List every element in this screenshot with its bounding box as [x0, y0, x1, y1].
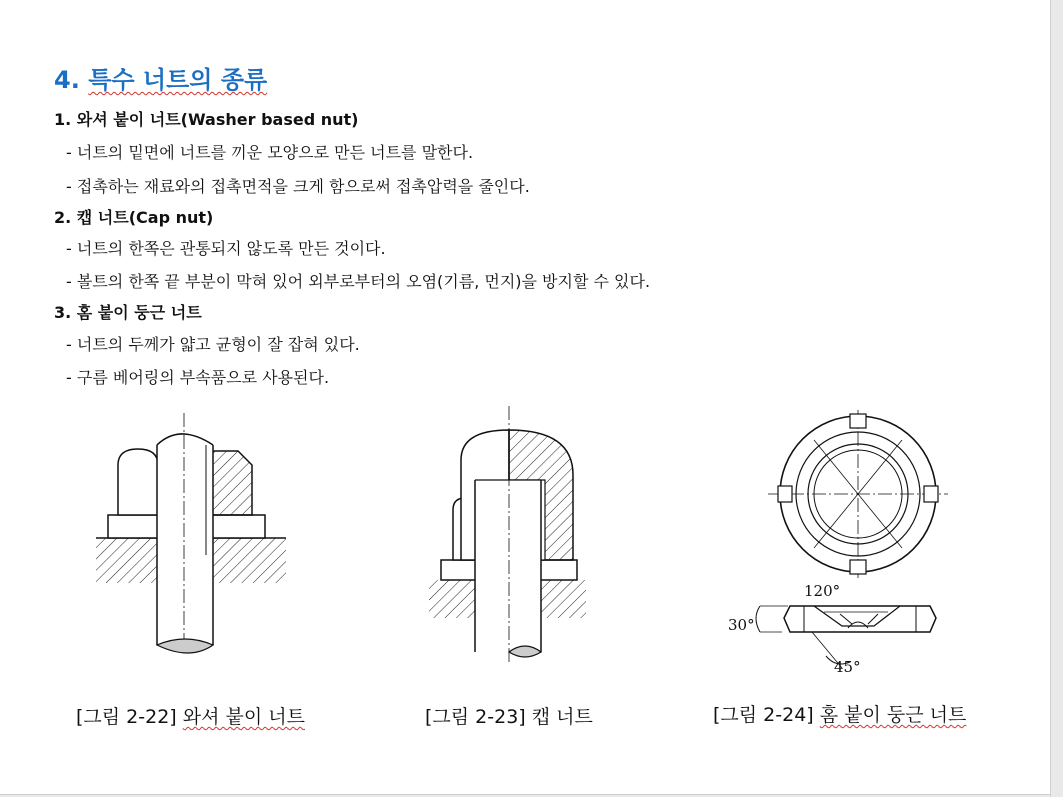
- figure-caption-2-22: [그림 2-22] 와셔 붙이 너트: [76, 706, 305, 728]
- washer-nut-drawing: [80, 405, 300, 670]
- angle-30-label: 30°: [728, 616, 755, 634]
- section-title: 4. 특수 너트의 종류: [54, 66, 268, 94]
- figure-caption-2-23: [그림 2-23] 캡 너트: [425, 706, 593, 728]
- heading-cap-nut: 2. 캡 너트(Cap nut): [54, 208, 214, 227]
- list-item: - 볼트의 한쪽 끝 부분이 막혀 있어 외부로부터의 오염(기름, 먼지)을 방지할 수 있다.: [66, 272, 651, 291]
- list-item: - 접촉하는 재료와의 접촉면적을 크게 함으로써 접촉압력을 줄인다.: [66, 177, 530, 196]
- page-edge-bottom: [0, 794, 1050, 795]
- list-item: - 구름 베어링의 부속품으로 사용된다.: [66, 368, 330, 387]
- angle-45-label: 45°: [834, 658, 861, 676]
- list-item: - 너트의 두께가 얇고 균형이 잘 잡혀 있다.: [66, 335, 360, 354]
- slotted-round-nut-drawing: [722, 400, 952, 685]
- list-item: - 너트의 한쪽은 관통되지 않도록 만든 것이다.: [66, 239, 386, 258]
- page-edge: [1050, 0, 1051, 797]
- heading-slotted-round-nut: 3. 홈 붙이 둥근 너트: [54, 303, 202, 322]
- figure-caption-2-24: [그림 2-24] 홈 붙이 둥근 너트: [713, 704, 967, 726]
- angle-120-label: 120°: [804, 582, 841, 600]
- list-item: - 너트의 밑면에 너트를 끼운 모양으로 만든 너트를 말한다.: [66, 143, 474, 162]
- cap-nut-drawing: [425, 400, 595, 670]
- heading-washer-nut: 1. 와셔 붙이 너트(Washer based nut): [54, 110, 359, 129]
